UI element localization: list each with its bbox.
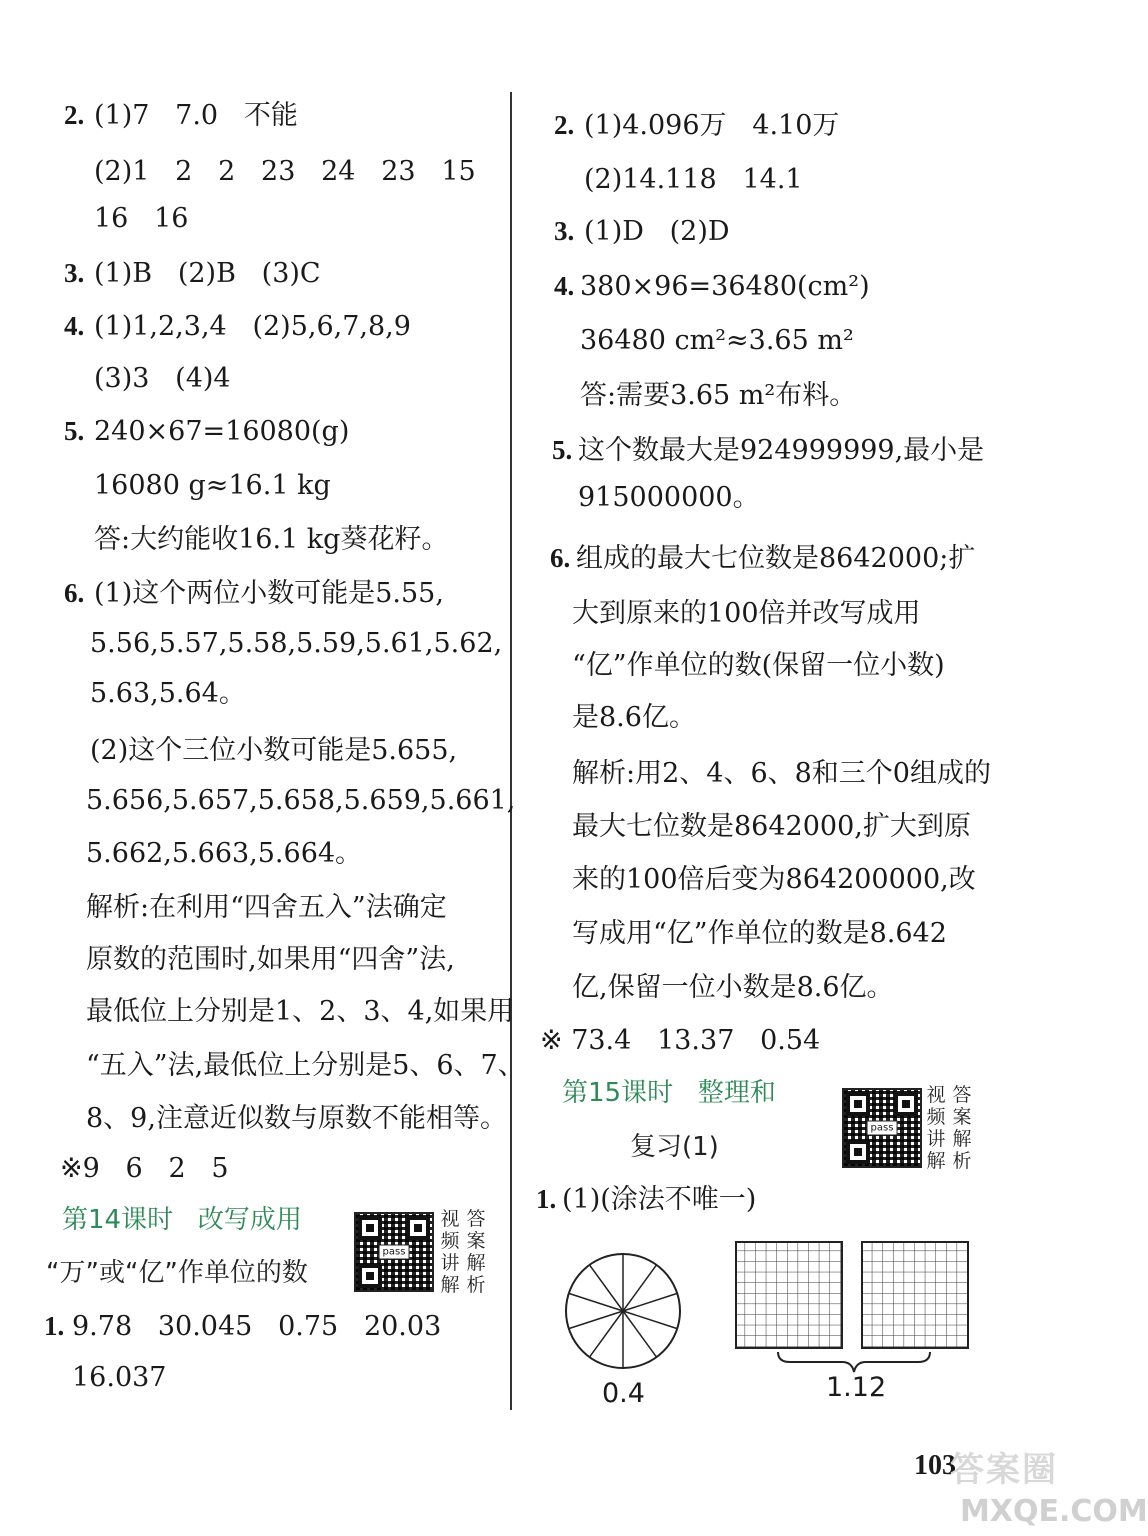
right-line-10: 大到原来的100倍并改写成用 [572, 598, 921, 629]
left-line-23: 16.037 [72, 1362, 167, 1393]
right-line-1: (1)4.096万 4.10万 [584, 110, 840, 141]
qr-caption-video: 视 频 讲 解 [440, 1208, 460, 1296]
left-line-1: (1)7 7.0 不能 [94, 100, 298, 131]
qr-caption-video-2: 视 频 讲 解 [926, 1084, 946, 1172]
left-line-4: (1)B (2)B (3)C [94, 258, 321, 289]
left-line-21: ※9 6 2 5 [60, 1153, 229, 1184]
right-line-11: “亿”作单位的数(保留一位小数) [572, 650, 945, 681]
watermark-logo: 答案圈 [950, 1450, 1058, 1490]
rq4-number: 4. [554, 271, 575, 301]
lesson-15-title: 第15课时 整理和 [562, 1078, 776, 1108]
page-number: 103 [914, 1450, 956, 1481]
rq1-number: 1. [536, 1184, 557, 1214]
left-line-11: 5.56,5.57,5.58,5.59,5.61,5.62, [90, 628, 503, 659]
watermark-url: MXQE.COM [960, 1494, 1148, 1529]
q2-number: 2. [64, 100, 85, 130]
right-line-8: 915000000。 [578, 482, 760, 513]
right-line-15: 来的100倍后变为864200000,改 [572, 864, 976, 895]
rq6-number: 6. [550, 543, 571, 573]
right-line-2: (2)14.118 14.1 [584, 164, 803, 195]
left-line-3: 16 16 [94, 203, 189, 234]
lesson-15-subtitle: 复习(1) [630, 1132, 719, 1162]
q1-number-left: 1. [44, 1311, 65, 1341]
right-line-18: ※ 73.4 13.37 0.54 [540, 1025, 821, 1056]
left-line-5: (1)1,2,3,4 (2)5,6,7,8,9 [94, 311, 411, 342]
left-line-20: 8、9,注意近似数与原数不能相等。 [86, 1103, 507, 1134]
qr-pass-label: pass [379, 1245, 410, 1260]
left-line-14: 5.656,5.657,5.658,5.659,5.661, [86, 785, 516, 816]
lesson-14-subtitle: “万”或“亿”作单位的数 [46, 1258, 308, 1288]
left-line-9: 答:大约能收16.1 kg葵花籽。 [94, 524, 449, 555]
left-line-18: 最低位上分别是1、2、3、4,如果用 [86, 996, 515, 1027]
left-line-13: (2)这个三位小数可能是5.655, [90, 735, 458, 766]
left-line-7: 240×67=16080(g) [94, 416, 350, 447]
right-line-9: 组成的最大七位数是8642000;扩 [576, 543, 976, 574]
left-line-10: (1)这个两位小数可能是5.55, [94, 578, 444, 609]
q4-number: 4. [64, 311, 85, 341]
right-line-13: 解析:用2、4、6、8和三个0组成的 [572, 758, 991, 789]
right-line-6: 答:需要3.65 m²布料。 [580, 380, 857, 411]
left-line-16: 解析:在利用“四舍五入”法确定 [86, 892, 447, 923]
rq2-number: 2. [554, 110, 575, 140]
right-line-19: (1)(涂法不唯一) [562, 1184, 757, 1215]
qr-caption-answer: 答 案 解 析 [466, 1208, 486, 1296]
q3-number: 3. [64, 258, 85, 288]
circle-caption: 0.4 [602, 1378, 645, 1409]
rq3-number: 3. [554, 216, 575, 246]
rq5-number: 5. [552, 435, 573, 465]
qr-code-lesson-15[interactable] [842, 1088, 922, 1168]
right-line-12: 是8.6亿。 [572, 702, 696, 733]
right-line-16: 写成用“亿”作单位的数是8.642 [572, 918, 947, 949]
q5-number: 5. [64, 416, 85, 446]
left-line-6: (3)3 (4)4 [94, 363, 231, 394]
brace-icon [776, 1350, 932, 1374]
left-line-2: (2)1 2 2 23 24 23 15 [94, 156, 476, 187]
left-line-15: 5.662,5.663,5.664。 [86, 838, 363, 869]
q6-number: 6. [64, 578, 85, 608]
right-line-17: 亿,保留一位小数是8.6亿。 [572, 972, 894, 1003]
grid-caption: 1.12 [826, 1372, 887, 1403]
right-line-5: 36480 cm²≈3.65 m² [580, 325, 854, 356]
lesson-14-title: 第14课时 改写成用 [62, 1205, 302, 1235]
qr-pass-label-2: pass [867, 1121, 898, 1136]
qr-caption-answer-2: 答 案 解 析 [952, 1084, 972, 1172]
right-line-7: 这个数最大是924999999,最小是 [578, 435, 985, 466]
left-line-19: “五入”法,最低位上分别是5、6、7、 [86, 1050, 525, 1081]
left-line-22: 9.78 30.045 0.75 20.03 [72, 1311, 442, 1342]
circle-figure [562, 1250, 684, 1372]
left-line-12: 5.63,5.64。 [90, 678, 246, 709]
right-line-4: 380×96=36480(cm²) [580, 271, 870, 302]
qr-code-lesson-14[interactable] [354, 1212, 434, 1292]
right-line-14: 最大七位数是8642000,扩大到原 [572, 811, 971, 842]
column-divider [510, 92, 512, 1410]
left-line-17: 原数的范围时,如果用“四舍”法, [86, 944, 455, 975]
grid-figures [734, 1240, 974, 1352]
right-line-3: (1)D (2)D [584, 216, 730, 247]
left-line-8: 16080 g≈16.1 kg [94, 470, 331, 501]
